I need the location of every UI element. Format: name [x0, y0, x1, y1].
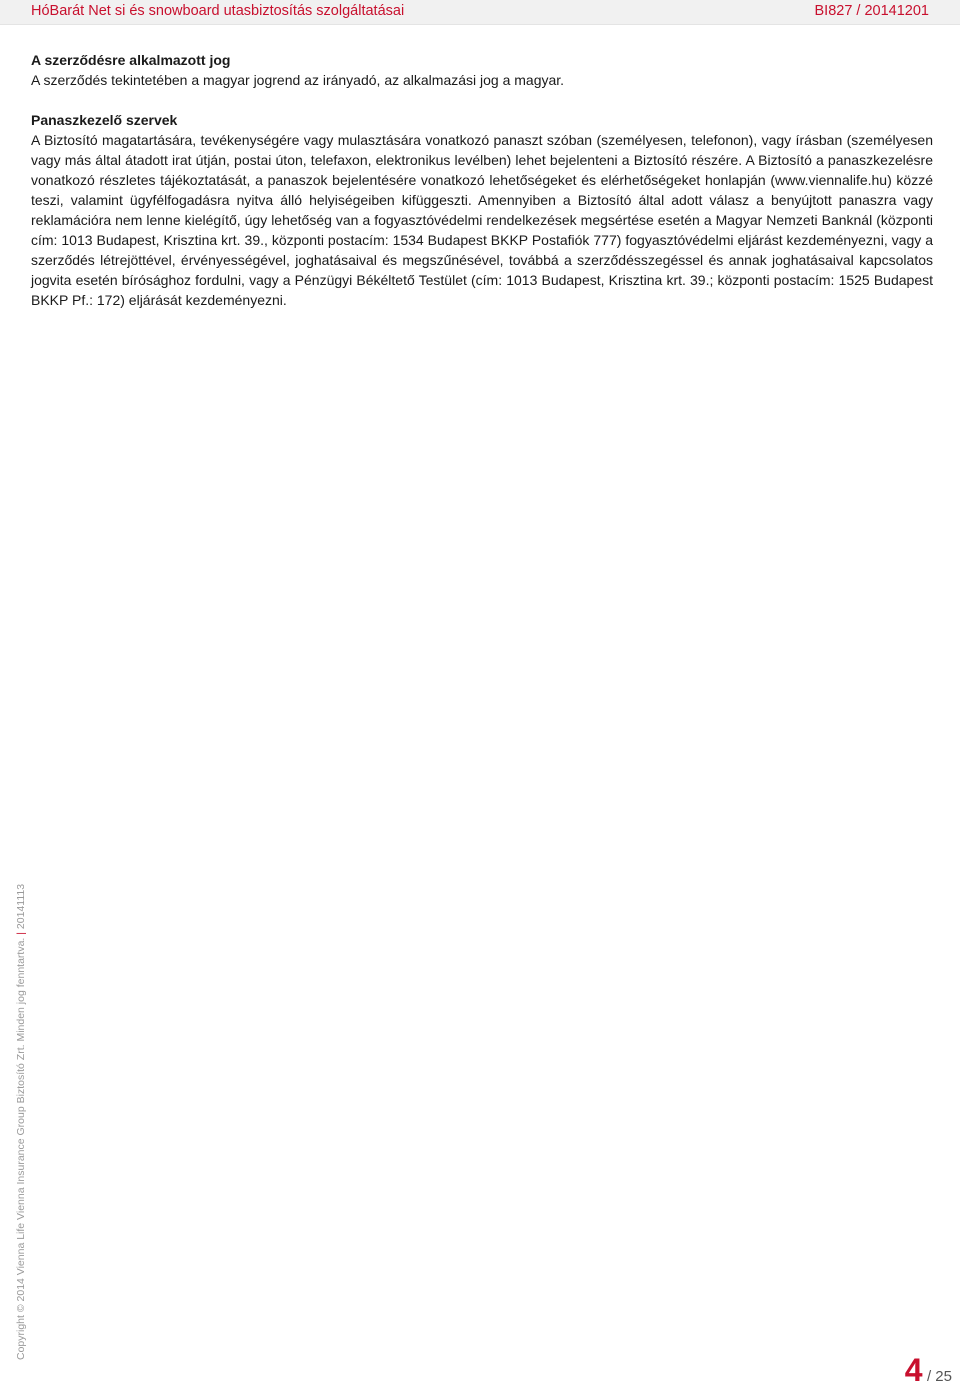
section-title: A szerződésre alkalmazott jog — [31, 52, 231, 68]
page-header — [0, 0, 960, 25]
section-paragraph: A szerződés tekintetében a magyar jogrend az irányadó, az alkalmazási jog a magyar. — [31, 72, 565, 88]
section-applicable-law — [31, 50, 933, 90]
section-paragraph: A Biztosító magatartására, tevékenységére vagy mulasztására vonatkozó panaszt szóban (személyesen, telefonon), vagy írásban (személyesen vagy más által átadott irat útján, postai úton, telefaxon, elektronikus levélben) lehet bejelenteni a Biztosító részére. A Biztosító a panaszkezelésre vonatkozó részletes tájékoztatását, a panaszok bejelentésére vonatkozó lehetőségeket és elérhetőségeket honlapján (www.viennalife.hu) közzé teszi, valamint ügyfélfogadásra nyitva álló helyiségeiben kifüggeszti. Amennyiben a Biztosító által adott válasz a benyújtott panaszra vagy reklamációra nem lenne kielégítő, úgy lehetőség van a fogyasztóvédelmi rendelkezések megsértése esetén a Magyar Nemzeti Banknál (központi cím: 1013 Budapest, Krisztina krt. 39., központi postacím: 1534 Budapest BKKP Postafiók 777) fogyasztóvédelmi eljárást kezdeményezni, vagy a szerződés létrejöttével, érvényességével, joghatásaival és megszűnésével, továbbá a szerződésszegéssel és annak joghatásaival kapcsolatos jogvita esetén bírósághoz fordulni, vagy a Pénzügyi Békéltető Testület (cím: 1013 Budapest, Krisztina krt. 39.; központi postacím: 1525 Budapest BKKP Pf.: 172) eljárását kezdeményezni. — [31, 132, 933, 308]
page-current: 4 — [904, 1352, 923, 1388]
page-total: / 25 — [926, 1368, 952, 1385]
document-body — [31, 50, 933, 330]
section-complaint-handling — [31, 110, 933, 310]
document-title: HóBarát Net si és snowboard utasbiztosítás szolgáltatásai — [31, 3, 405, 19]
section-title: Panaszkezelő szervek — [31, 112, 178, 128]
copyright-notice — [15, 884, 27, 1360]
page-number — [905, 1352, 952, 1389]
copyright-separator: | — [15, 931, 27, 935]
copyright-text: Copyright © 2014 Vienna Life Vienna Insurance Group Biztosító Zrt. Minden jog fenntartva. — [15, 937, 27, 1360]
copyright-date-code: 20141113 — [15, 883, 27, 930]
document-code: BI827 / 20141201 — [814, 3, 929, 19]
